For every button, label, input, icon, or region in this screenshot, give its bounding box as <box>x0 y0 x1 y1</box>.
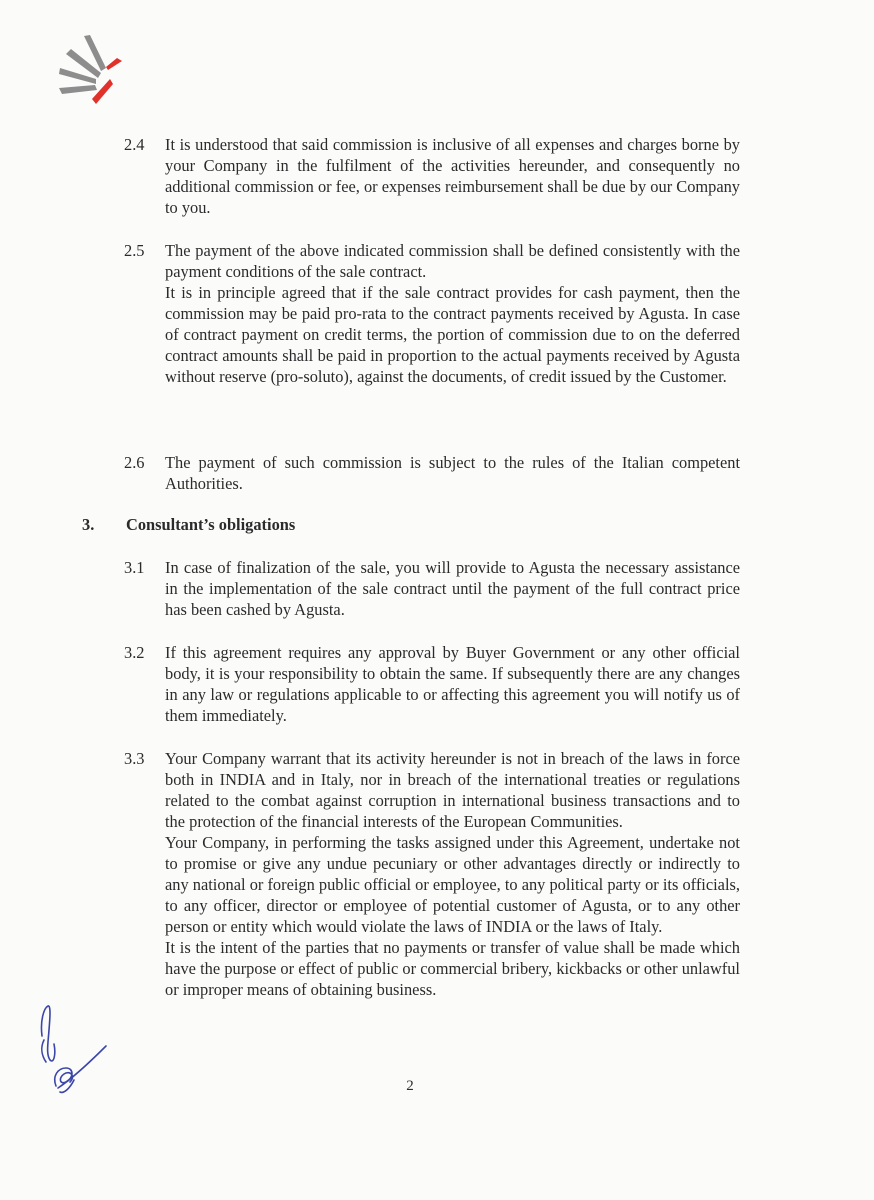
clause-number: 2.4 <box>124 135 145 154</box>
clause-2-6 <box>124 452 740 494</box>
clause-text: It is the intent of the parties that no payments or transfer of value shall be made which have the purpose or effect of public or commercial bribery, kickbacks or other unlawful or improper means of obtaining business. <box>165 938 740 999</box>
clause-number: 2.6 <box>124 453 145 472</box>
clause-number: 2.5 <box>124 241 145 260</box>
page-number: 2 <box>406 1078 414 1094</box>
section-title: Consultant’s obligations <box>126 515 296 534</box>
section-heading <box>82 514 295 535</box>
clause-3-2 <box>124 642 740 726</box>
clause-2-4 <box>124 134 740 218</box>
clause-2-5 <box>124 240 740 387</box>
clause-3-1 <box>124 557 740 620</box>
company-logo-icon <box>56 32 128 114</box>
clause-text: The payment of such commission is subject to the rules of the Italian competent Authorities. <box>165 453 740 493</box>
clause-number: 3.2 <box>124 643 145 662</box>
clause-text: If this agreement requires any approval by Buyer Government or any other official body, it is your responsibility to obtain the same. If subsequently there are any changes in any law or regulations applicable to or affecting this agreement you will notify us of them immediately. <box>165 643 740 725</box>
clause-number: 3.1 <box>124 558 145 577</box>
clause-text: It is in principle agreed that if the sale contract provides for cash payment, then the commission may be paid pro-rata to the contract payments received by Agusta. In case of contract payment on credit terms, the portion of commission due to on the deferred contract amounts shall be paid in proportion to the actual payments received by Agusta without reserve (pro-soluto), against the documents, of credit issued by the Customer. <box>165 283 740 386</box>
clause-3-3 <box>124 748 740 1000</box>
clause-text: Your Company, in performing the tasks assigned under this Agreement, undertake not to promise or give any undue pecuniary or other advantages directly or indirectly to any national or foreign public official or employee, to any political party or its officials, to any officer, director or employee of potential customer of Agusta, or to any other person or entity which would violate the laws of INDIA or the laws of Italy. <box>165 833 740 936</box>
section-number: 3. <box>82 515 95 534</box>
clause-text: It is understood that said commission is inclusive of all expenses and charges borne by your Company in the fulfilment of the activities hereunder, and consequently no additional commission or fee, or expenses reimbursement shall be due by our Company to you. <box>165 135 740 217</box>
clause-text: In case of finalization of the sale, you will provide to Agusta the necessary assistance in the implementation of the sale contract until the payment of the full contract price has been cashed by Agusta. <box>165 558 740 619</box>
clause-text: Your Company warrant that its activity hereunder is not in breach of the laws in force both in INDIA and in Italy, nor in breach of the international treaties or regulations related to the combat against corruption in international business transactions and to the protection of the financial interests of the European Communities. <box>165 749 740 831</box>
clause-number: 3.3 <box>124 749 145 768</box>
clause-text: The payment of the above indicated commission shall be defined consistently with the payment conditions of the sale contract. <box>165 241 740 281</box>
handwritten-initials-icon <box>30 996 114 1100</box>
